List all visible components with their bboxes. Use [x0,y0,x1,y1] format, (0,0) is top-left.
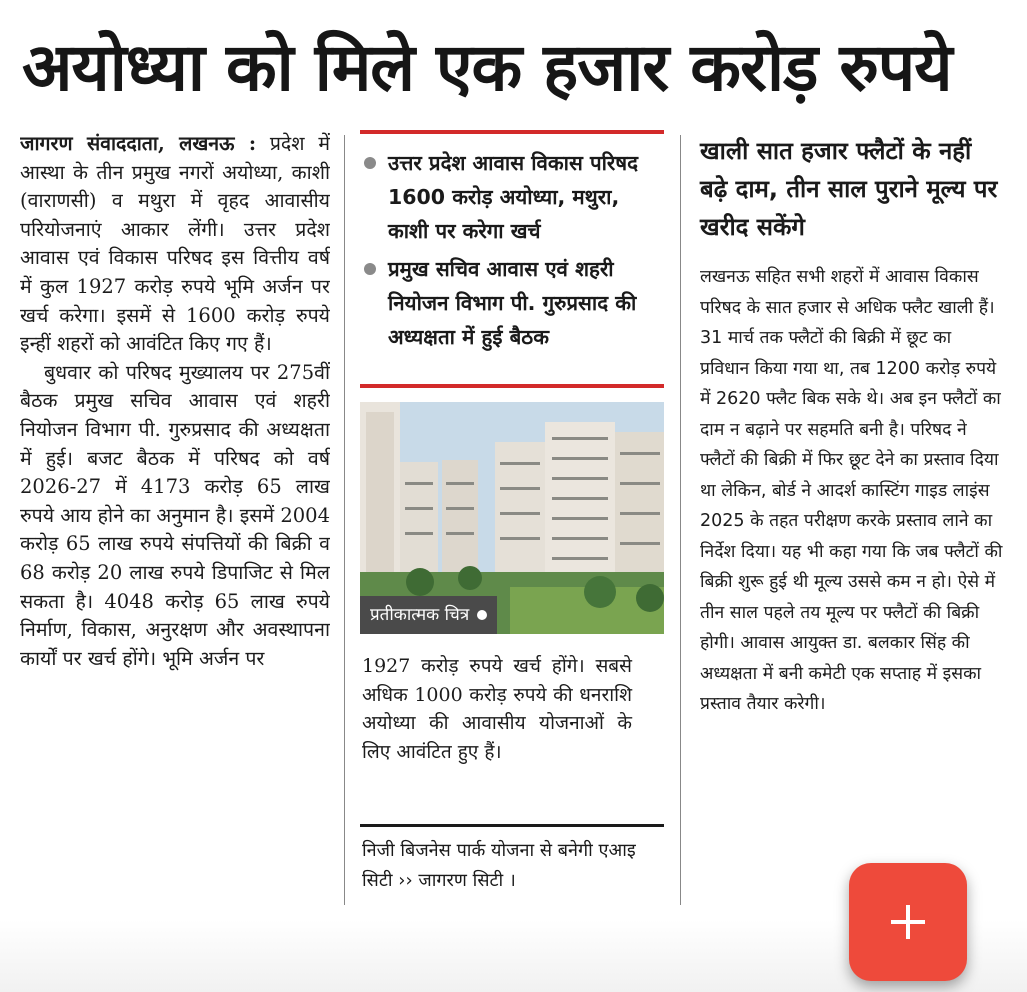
related-story-link[interactable]: निजी बिजनेस पार्क योजना से बनेगी एआइ सिटी ›› जागरण सिटी । [362,840,636,891]
highlight-text: प्रमुख सचिव आवास एवं शहरी नियोजन विभाग पी. गुरुप्रसाद की अध्यक्षता में हुई बैठक [388,257,637,349]
bullet-dot-icon [364,263,376,275]
article-paragraph-1: प्रदेश में आस्था के तीन प्रमुख नगरों अयोध्या, काशी (वाराणसी) व मथुरा में वृहद आवासीय परियोजनाएं आकार लेंगी। उत्तर प्रदेश आवास एवं विकास परिषद इस वित्तीय वर्ष में कुल 1927 करोड़ रुपये भूमि अर्जन पर खर्च करेगा। इसमें से 1600 करोड़ रुपये इन्हीं शहरों को आवंटित किए गए हैं। [20,132,330,356]
highlights-box [362,146,662,358]
promo-rule [360,824,664,827]
column-divider [344,135,345,905]
bullet-dot-icon [364,157,376,169]
highlight-text: उत्तर प्रदेश आवास विकास परिषद 1600 करोड़ अयोध्या, मथुरा, काशी पर करेगा खर्च [388,151,639,243]
article-continuation: 1927 करोड़ रुपये खर्च होंगे। सबसे अधिक 1000 करोड़ रुपये की धनराशि अयोध्या की आवासीय योजनाओं के लिए आवंटित हुए हैं। [362,655,632,763]
news-photo [360,402,664,634]
section-rule-top [360,130,664,134]
sidebar-article-body: लखनऊ सहित सभी शहरों में आवास विकास परिषद के सात हजार से अधिक फ्लैट खाली हैं। 31 मार्च तक फ्लैटों की बिक्री में छूट का प्रविधान किया गया था, तब 1200 करोड़ रुपये में 2620 फ्लैट बिक सके थे। अब इन फ्लैटों का दाम न बढ़ाने पर सहमति बनी है। परिषद ने फ्लैटों की बिक्री में फिर छूट देने का प्रस्ताव दिया था लेकिन, बोर्ड ने आदर्श कास्टिंग गाइड लाइंस 2025 के तहत परीक्षण करके प्रस्ताव लाने का निर्देश दिया। यह भी कहा गया कि जब फ्लैटों की बिक्री शुरू हुई थी मूल्य उससे कम न हो। ऐसे में तीन साल पहले तय मूल्य पर फ्लैटों की बिक्री होगी। आवास आयुक्त डा. बलकार सिंह की अध्यक्षता में बनी कमेटी एक सप्ताह में इसका प्रस्ताव तैयार करेगी। [700,267,1003,714]
article-column-1 [20,130,330,910]
photo-caption-text: प्रतीकात्मक चित्र [370,605,470,625]
photo-caption [360,596,497,634]
page-headline: अयोध्या को मिले एक हजार करोड़ रुपये [22,29,952,106]
section-rule-bottom [360,384,664,388]
highlight-item [362,146,662,248]
byline: जागरण संवाददाता, लखनऊ : [20,132,257,155]
plus-icon [888,902,928,942]
highlight-item [362,252,662,354]
article-paragraph-2: बुधवार को परिषद मुख्यालय पर 275वीं बैठक प्रमुख सचिव आवास एवं शहरी नियोजन विभाग पी. गुरुप्रसाद की अध्यक्षता में हुई। बजट बैठक में परिषद को वर्ष 2026-27 में 4173 करोड़ 65 लाख रुपये आय होने का अनुमान है। इसमें 2004 करोड़ 65 लाख रुपये संपत्तियों की बिक्री व 68 करोड़ 20 लाख रुपये डिपाजिट से मिल सकता है। 4048 करोड़ 65 लाख रुपये निर्माण, विकास, अनुरक्षण और अवस्थापना कार्यों पर खर्च होंगे। भूमि अर्जन पर [20,360,330,670]
sidebar-headline: खाली सात हजार फ्लैटों के नहीं बढ़े दाम, तीन साल पुराने मूल्य पर खरीद सकेंगे [700,137,998,241]
column-divider [680,135,681,905]
add-button[interactable] [849,863,967,981]
caption-dot-icon [477,610,487,620]
